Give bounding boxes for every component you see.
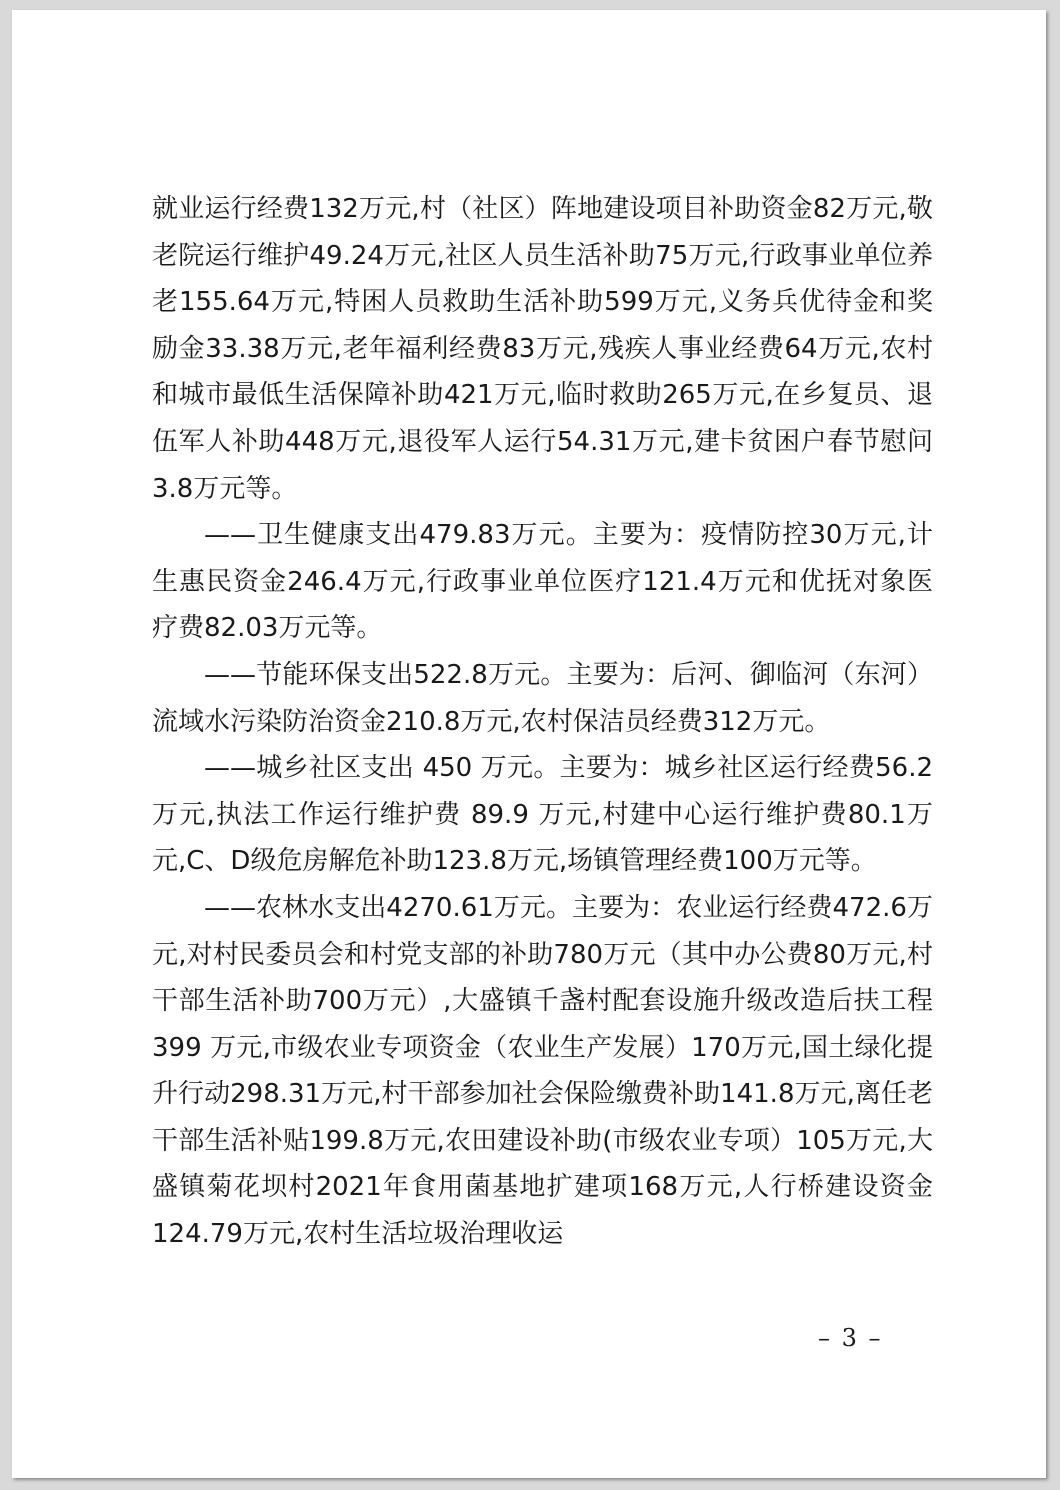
document-body: [152, 186, 933, 1258]
paragraph-health-expenditure: ——卫生健康支出479.83万元。主要为：疫情防控30万元,计生惠民资金246.4万元,行政事业单位医疗121.4万元和优抚对象医疗费82.03万元等。: [152, 520, 933, 644]
paragraph-agriculture-forestry-water-expenditure: ——农林水支出4270.61万元。主要为：农业运行经费472.6万元,对村民委员会和村党支部的补助780万元（其中办公费80万元,村干部生活补助700万元）,大盛镇千盏村配套设施升级改造后扶工程 399 万元,市级农业专项资金（农业生产发展）170万元,国土绿化提升行动298.31万元,村干部参加社会保险缴费补助141.8万元,离任老干部生活补贴199.8万元,农田建设补助(市级农业专项）105万元,大盛镇菊花坝村2021年食用菌基地扩建项168万元,人行桥建设资金124.79万元,农村生活垃圾治理收运: [152, 892, 933, 1250]
document-page: [12, 10, 1046, 1478]
paragraph-urban-rural-community-expenditure: ——城乡社区支出 450 万元。主要为：城乡社区运行经费56.2 万元,执法工作运行维护费 89.9 万元,村建中心运行维护费80.1万元,C、D级危房解危补助123.8万元,场镇管理经费100万元等。: [152, 753, 933, 877]
paragraph-environment-expenditure: ——节能环保支出522.8万元。主要为：后河、御临河（东河）流域水污染防治资金210.8万元,农村保洁员经费312万元。: [152, 659, 933, 737]
page-number: – 3 –: [818, 1324, 883, 1352]
paragraph-social-security-continued: 就业运行经费132万元,村（社区）阵地建设项目补助资金82万元,敬老院运行维护49.24万元,社区人员生活补助75万元,行政事业单位养老155.64万元,特困人员救助生活补助599万元,义务兵优待金和奖励金33.38万元,老年福利经费83万元,残疾人事业经费64万元,农村和城市最低生活保障补助421万元,临时救助265万元,在乡复员、退伍军人补助448万元,退役军人运行54.31万元,建卡贫困户春节慰问3.8万元等。: [152, 194, 933, 504]
